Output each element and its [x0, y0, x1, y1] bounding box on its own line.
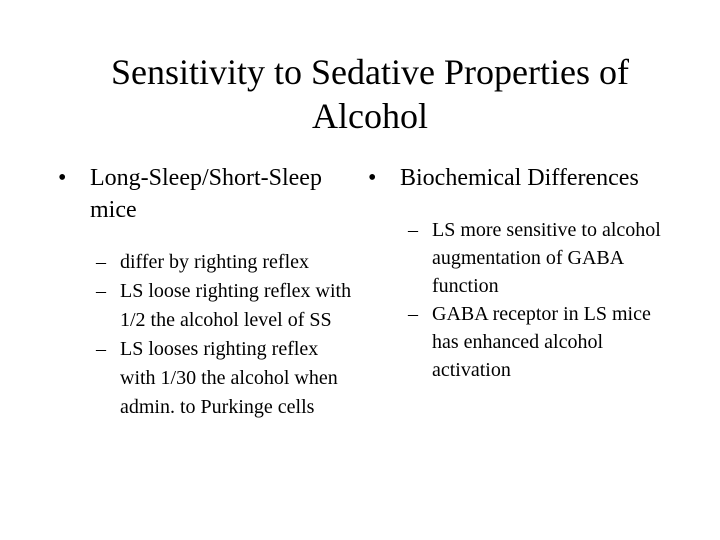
sub-item: [408, 300, 668, 384]
right-column: [368, 162, 668, 384]
bullet-icon: •: [58, 165, 67, 191]
right-sub-list: [368, 216, 668, 384]
dash-icon: –: [96, 251, 106, 273]
sub-item-text: LS more sensitive to alcohol augmentation of GABA function: [432, 219, 661, 297]
slide-title: Sensitivity to Sedative Properties of Alcohol: [111, 52, 629, 136]
dash-icon: –: [96, 338, 106, 360]
sub-item: [408, 216, 668, 300]
sub-item-text: differ by righting reflex: [120, 251, 310, 273]
bullet-long-sleep-short-sleep: [58, 162, 358, 226]
bullet-icon: •: [368, 165, 377, 191]
sub-item: [96, 277, 358, 335]
sub-item: [96, 335, 358, 422]
sub-item: [96, 248, 358, 277]
sub-item-text: GABA receptor in LS mice has enhanced alcohol activation: [432, 303, 651, 381]
bullet-text: Biochemical Differences: [400, 165, 639, 191]
sub-item-text: LS loose righting reflex with 1/2 the alcohol level of SS: [120, 280, 352, 331]
dash-icon: –: [408, 303, 418, 325]
bullet-text: Long-Sleep/Short-Sleep mice: [90, 165, 322, 223]
sub-item-text: LS looses righting reflex with 1/30 the alcohol when admin. to Purkinge cells: [120, 338, 338, 418]
left-column: [58, 162, 358, 422]
dash-icon: –: [408, 219, 418, 241]
left-sub-list: [58, 248, 358, 422]
bullet-biochemical-differences: [368, 162, 668, 194]
dash-icon: –: [96, 280, 106, 302]
